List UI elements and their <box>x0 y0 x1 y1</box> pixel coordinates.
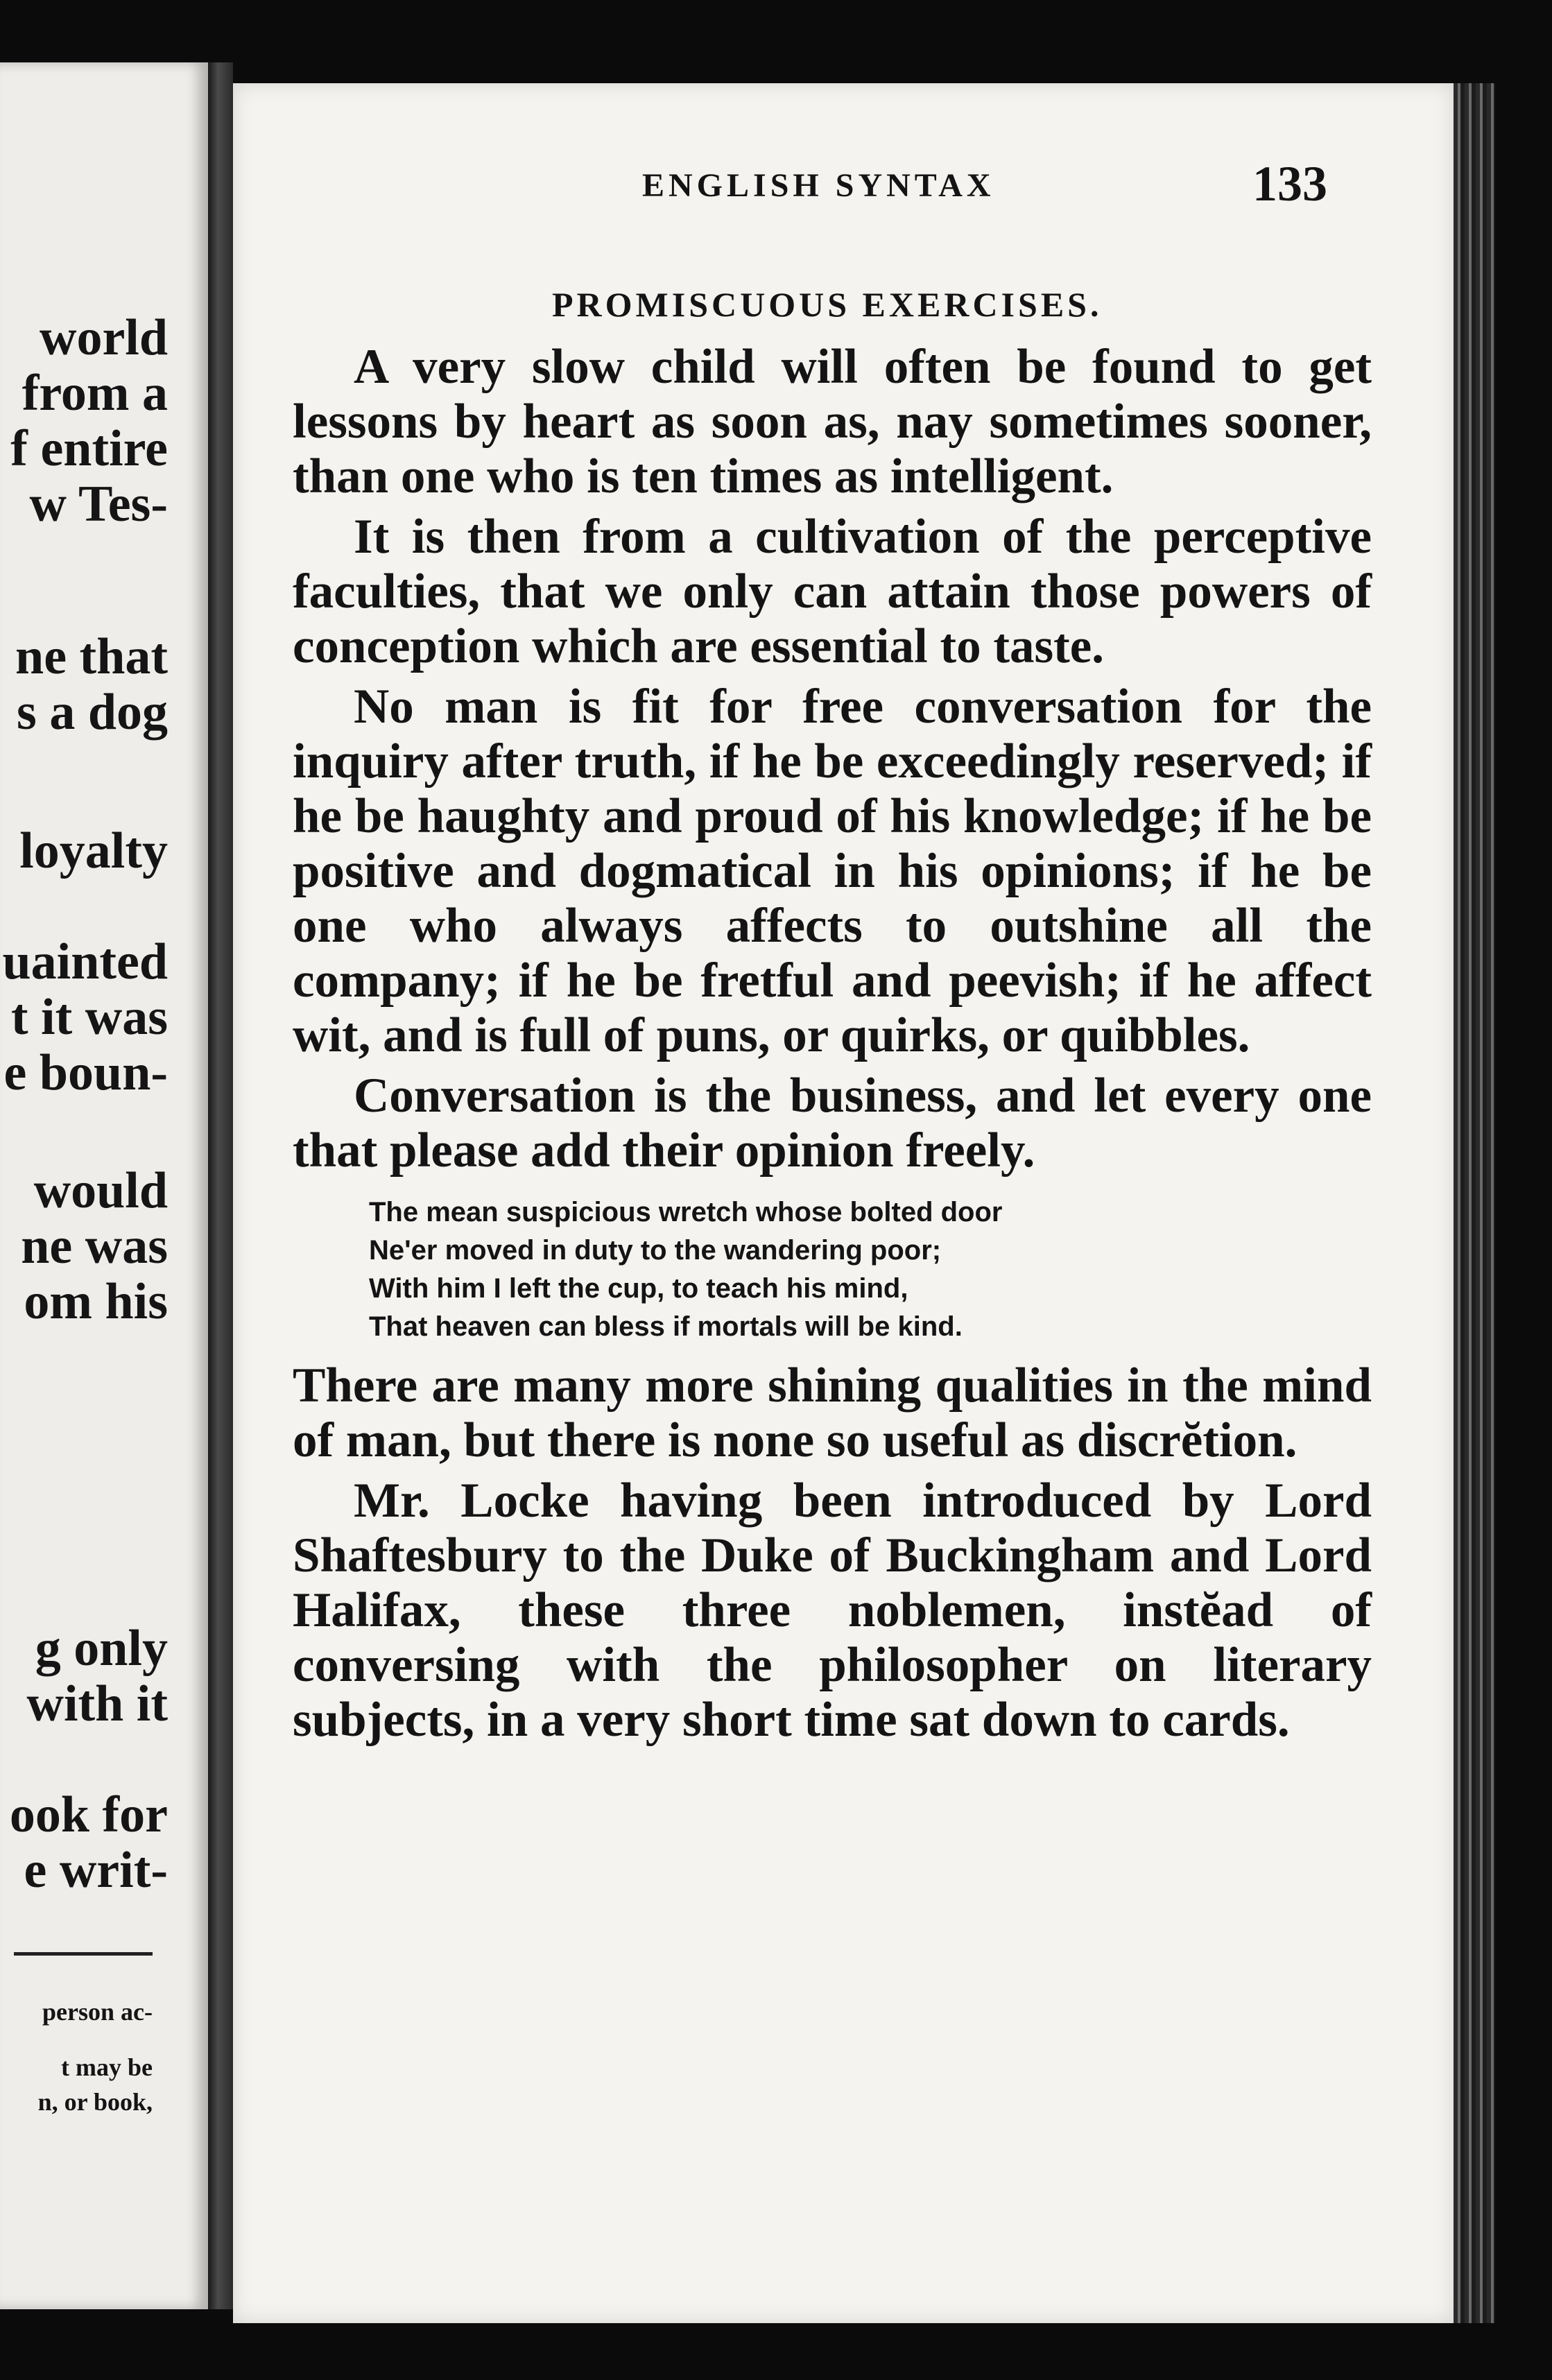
footnote-line: n, or book, <box>37 2088 153 2116</box>
footnote-rule <box>14 1952 153 1956</box>
verse-quotation <box>293 1193 1372 1346</box>
running-head: ENGLISH SYNTAX <box>642 167 995 204</box>
facing-page-line: ne that <box>15 628 168 685</box>
paragraph: It is then from a cultivation of the perceptive faculties, that we only can attain those powers of conception which are essential to taste. <box>293 510 1372 673</box>
section-title: PROMISCUOUS EXERCISES. <box>552 285 1103 324</box>
facing-page-line: e boun- <box>3 1044 168 1101</box>
book-page <box>233 83 1454 2323</box>
facing-page-line: t it was <box>10 989 168 1046</box>
verse-line: The mean suspicious wretch whose bolted door <box>369 1197 1003 1227</box>
book-gutter <box>208 62 233 2309</box>
facing-page-line: w Tes- <box>29 476 168 533</box>
facing-page-line: world <box>40 309 168 366</box>
paragraph: There are many more shining qualities in the mind of man, but there is none so useful as discrĕtion. <box>293 1359 1372 1467</box>
verse-line: With him I left the cup, to teach his mind, <box>369 1273 908 1304</box>
verse-line: Ne'er moved in duty to the wandering poor; <box>369 1235 942 1266</box>
facing-page-line: e writ- <box>24 1842 168 1899</box>
page-number: 133 <box>1252 156 1327 212</box>
footnote-line: t may be <box>61 2053 153 2081</box>
footnote-line: person ac- <box>42 1998 153 2026</box>
facing-page-line: from a <box>21 365 168 422</box>
facing-page-line: s a dog <box>17 684 168 741</box>
facing-page-line: uainted <box>2 933 168 990</box>
verse-line: That heaven can bless if mortals will be kind. <box>369 1311 963 1342</box>
facing-page-line: f entire <box>10 420 168 477</box>
facing-page-line: g only <box>35 1620 168 1677</box>
paragraph: A very slow child will often be found to get lessons by heart as soon as, nay sometimes sooner, than one who is ten times as intelligent. <box>293 340 1372 503</box>
page-edges <box>1454 83 1495 2323</box>
facing-page-line: om his <box>24 1273 168 1330</box>
paragraph: No man is fit for free conversation for the inquiry after truth, if he be exceedingly reserved; if he be haughty and proud of his knowledge; if he be positive and dogmatical in his opinions; if he be one who always affects to outshine all the company; if he be fretful and peevish; if he affect wit, and is full of puns, or quirks, or quibbles. <box>293 680 1372 1062</box>
paragraph: Conversation is the business, and let every one that please add their opinion freely. <box>293 1069 1372 1178</box>
facing-page <box>0 62 208 2309</box>
facing-page-line: ook for <box>9 1786 168 1843</box>
paragraph: Mr. Locke having been introduced by Lord Shaftesbury to the Duke of Buckingham and Lord Halifax, these three noblemen, instĕad of conversing with the philosopher on literary subjects, in a very short time sat down to cards. <box>293 1474 1372 1747</box>
facing-page-line: loyalty <box>19 822 168 879</box>
facing-page-line: would <box>33 1162 168 1219</box>
body-text <box>293 340 1372 1748</box>
facing-page-line: ne was <box>21 1218 168 1275</box>
facing-page-line: with it <box>26 1675 168 1732</box>
